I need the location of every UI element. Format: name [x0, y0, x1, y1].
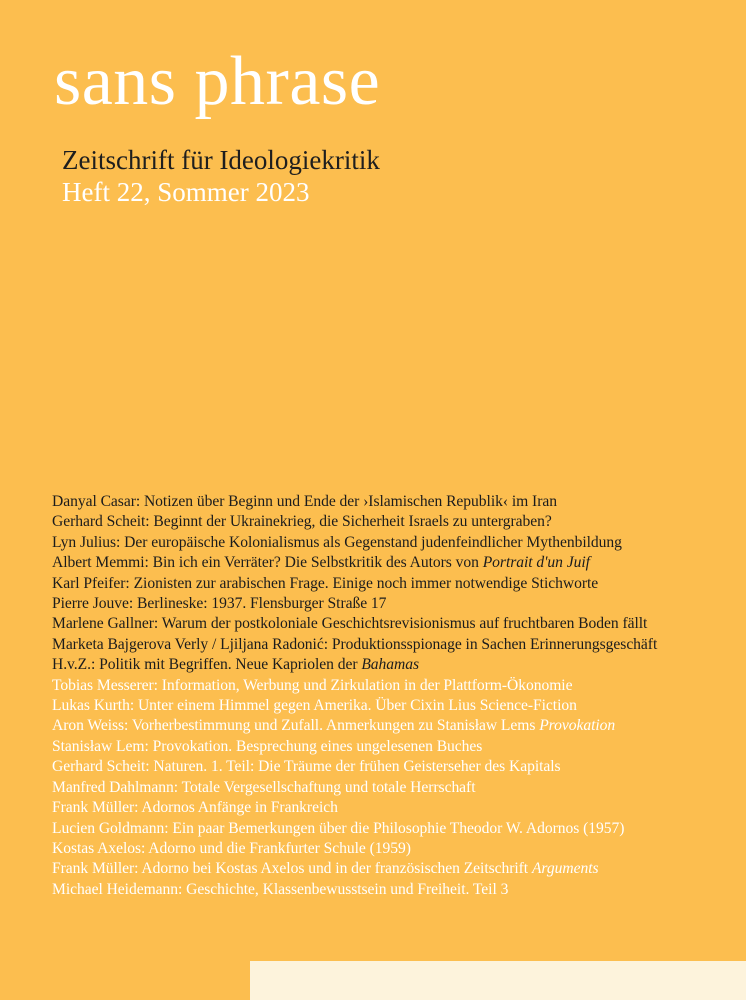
contents-item-text: Gerhard Scheit: Beginnt der Ukrainekrieg, die Sicherheit Israels zu untergraben? [52, 513, 552, 531]
contents-item [52, 614, 732, 634]
contents-item [52, 859, 732, 879]
contents-item-italic-title: Bahamas [361, 656, 420, 674]
contents-item-italic-title: Provokation [539, 717, 616, 735]
contents-item-text: Gerhard Scheit: Naturen. 1. Teil: Die Träume der frühen Geisterseher des Kapitals [52, 758, 561, 776]
contents-item [52, 696, 732, 716]
contents-item [52, 716, 732, 736]
contents-item-text: Lyn Julius: Der europäische Kolonialismus als Gegenstand judenfeindlicher Mythenbildung [52, 533, 622, 551]
contents-item-italic-title: Arguments [531, 860, 599, 878]
contents-item [52, 880, 732, 900]
contents-item-italic-title: Portrait d'un Juif [482, 554, 590, 572]
contents-item [52, 778, 732, 798]
contents-item [52, 635, 732, 655]
contents-item-text: Frank Müller: Adorno bei Kostas Axelos und in der französischen Zeitschrift [52, 860, 532, 878]
contents-item [52, 533, 732, 553]
contents-item-text: Marlene Gallner: Warum der postkoloniale Geschichtsrevisionismus auf fruchtbaren Boden fällt [52, 615, 648, 633]
contents-item [52, 737, 732, 757]
contents-item-text: Aron Weiss: Vorherbestimmung und Zufall. Anmerkungen zu Stanisław Lems [52, 717, 540, 735]
contents-item-text: Tobias Messerer: Information, Werbung und Zirkulation in der Plattform-Ökonomie [52, 676, 573, 694]
contents-item-text: Manfred Dahlmann: Totale Vergesellschaftung und totale Herrschaft [52, 778, 476, 796]
table-of-contents [52, 492, 732, 900]
contents-item [52, 798, 732, 818]
contents-item [52, 594, 732, 614]
contents-item-text: H.v.Z.: Politik mit Begriffen. Neue Kapriolen der [52, 656, 362, 674]
contents-item-text: Stanisław Lem: Provokation. Besprechung eines ungelesenen Buches [52, 737, 483, 755]
contents-item-text: Albert Memmi: Bin ich ein Verräter? Die Selbstkritik des Autors von [52, 554, 483, 572]
contents-item [52, 492, 732, 512]
contents-item-text: Frank Müller: Adornos Anfänge in Frankreich [52, 799, 338, 817]
contents-item-text: Kostas Axelos: Adorno und die Frankfurter Schule (1959) [52, 839, 411, 857]
contents-item-text: Karl Pfeifer: Zionisten zur arabischen Frage. Einige noch immer notwendige Stichworte [52, 574, 599, 592]
contents-item-text: Marketa Bajgerova Verly / Ljiljana Radonić: Produktionsspionage in Sachen Erinnerungsgeschäft [52, 635, 658, 653]
contents-item-text: Lukas Kurth: Unter einem Himmel gegen Amerika. Über Cixin Lius Science-Fiction [52, 697, 577, 715]
footer-strip [250, 961, 746, 1000]
contents-item-text: Pierre Jouve: Berlineske: 1937. Flensburger Straße 17 [52, 595, 387, 613]
contents-item [52, 574, 732, 594]
magazine-subtitle: Zeitschrift für Ideologiekritik [62, 145, 380, 175]
contents-item-text: Lucien Goldmann: Ein paar Bemerkungen über die Philosophie Theodor W. Adornos (1957) [52, 819, 625, 837]
contents-item [52, 676, 732, 696]
contents-item-text: Michael Heidemann: Geschichte, Klassenbewusstsein und Freiheit. Teil 3 [52, 880, 509, 898]
contents-item [52, 553, 732, 573]
contents-item-text: Danyal Casar: Notizen über Beginn und Ende der ›Islamischen Republik‹ im Iran [52, 493, 557, 510]
contents-item [52, 757, 732, 777]
contents-item [52, 839, 732, 859]
contents-item [52, 819, 732, 839]
contents-item [52, 655, 732, 675]
magazine-title: sans phrase [54, 43, 381, 120]
contents-item [52, 512, 732, 532]
issue-label: Heft 22, Sommer 2023 [62, 177, 310, 207]
